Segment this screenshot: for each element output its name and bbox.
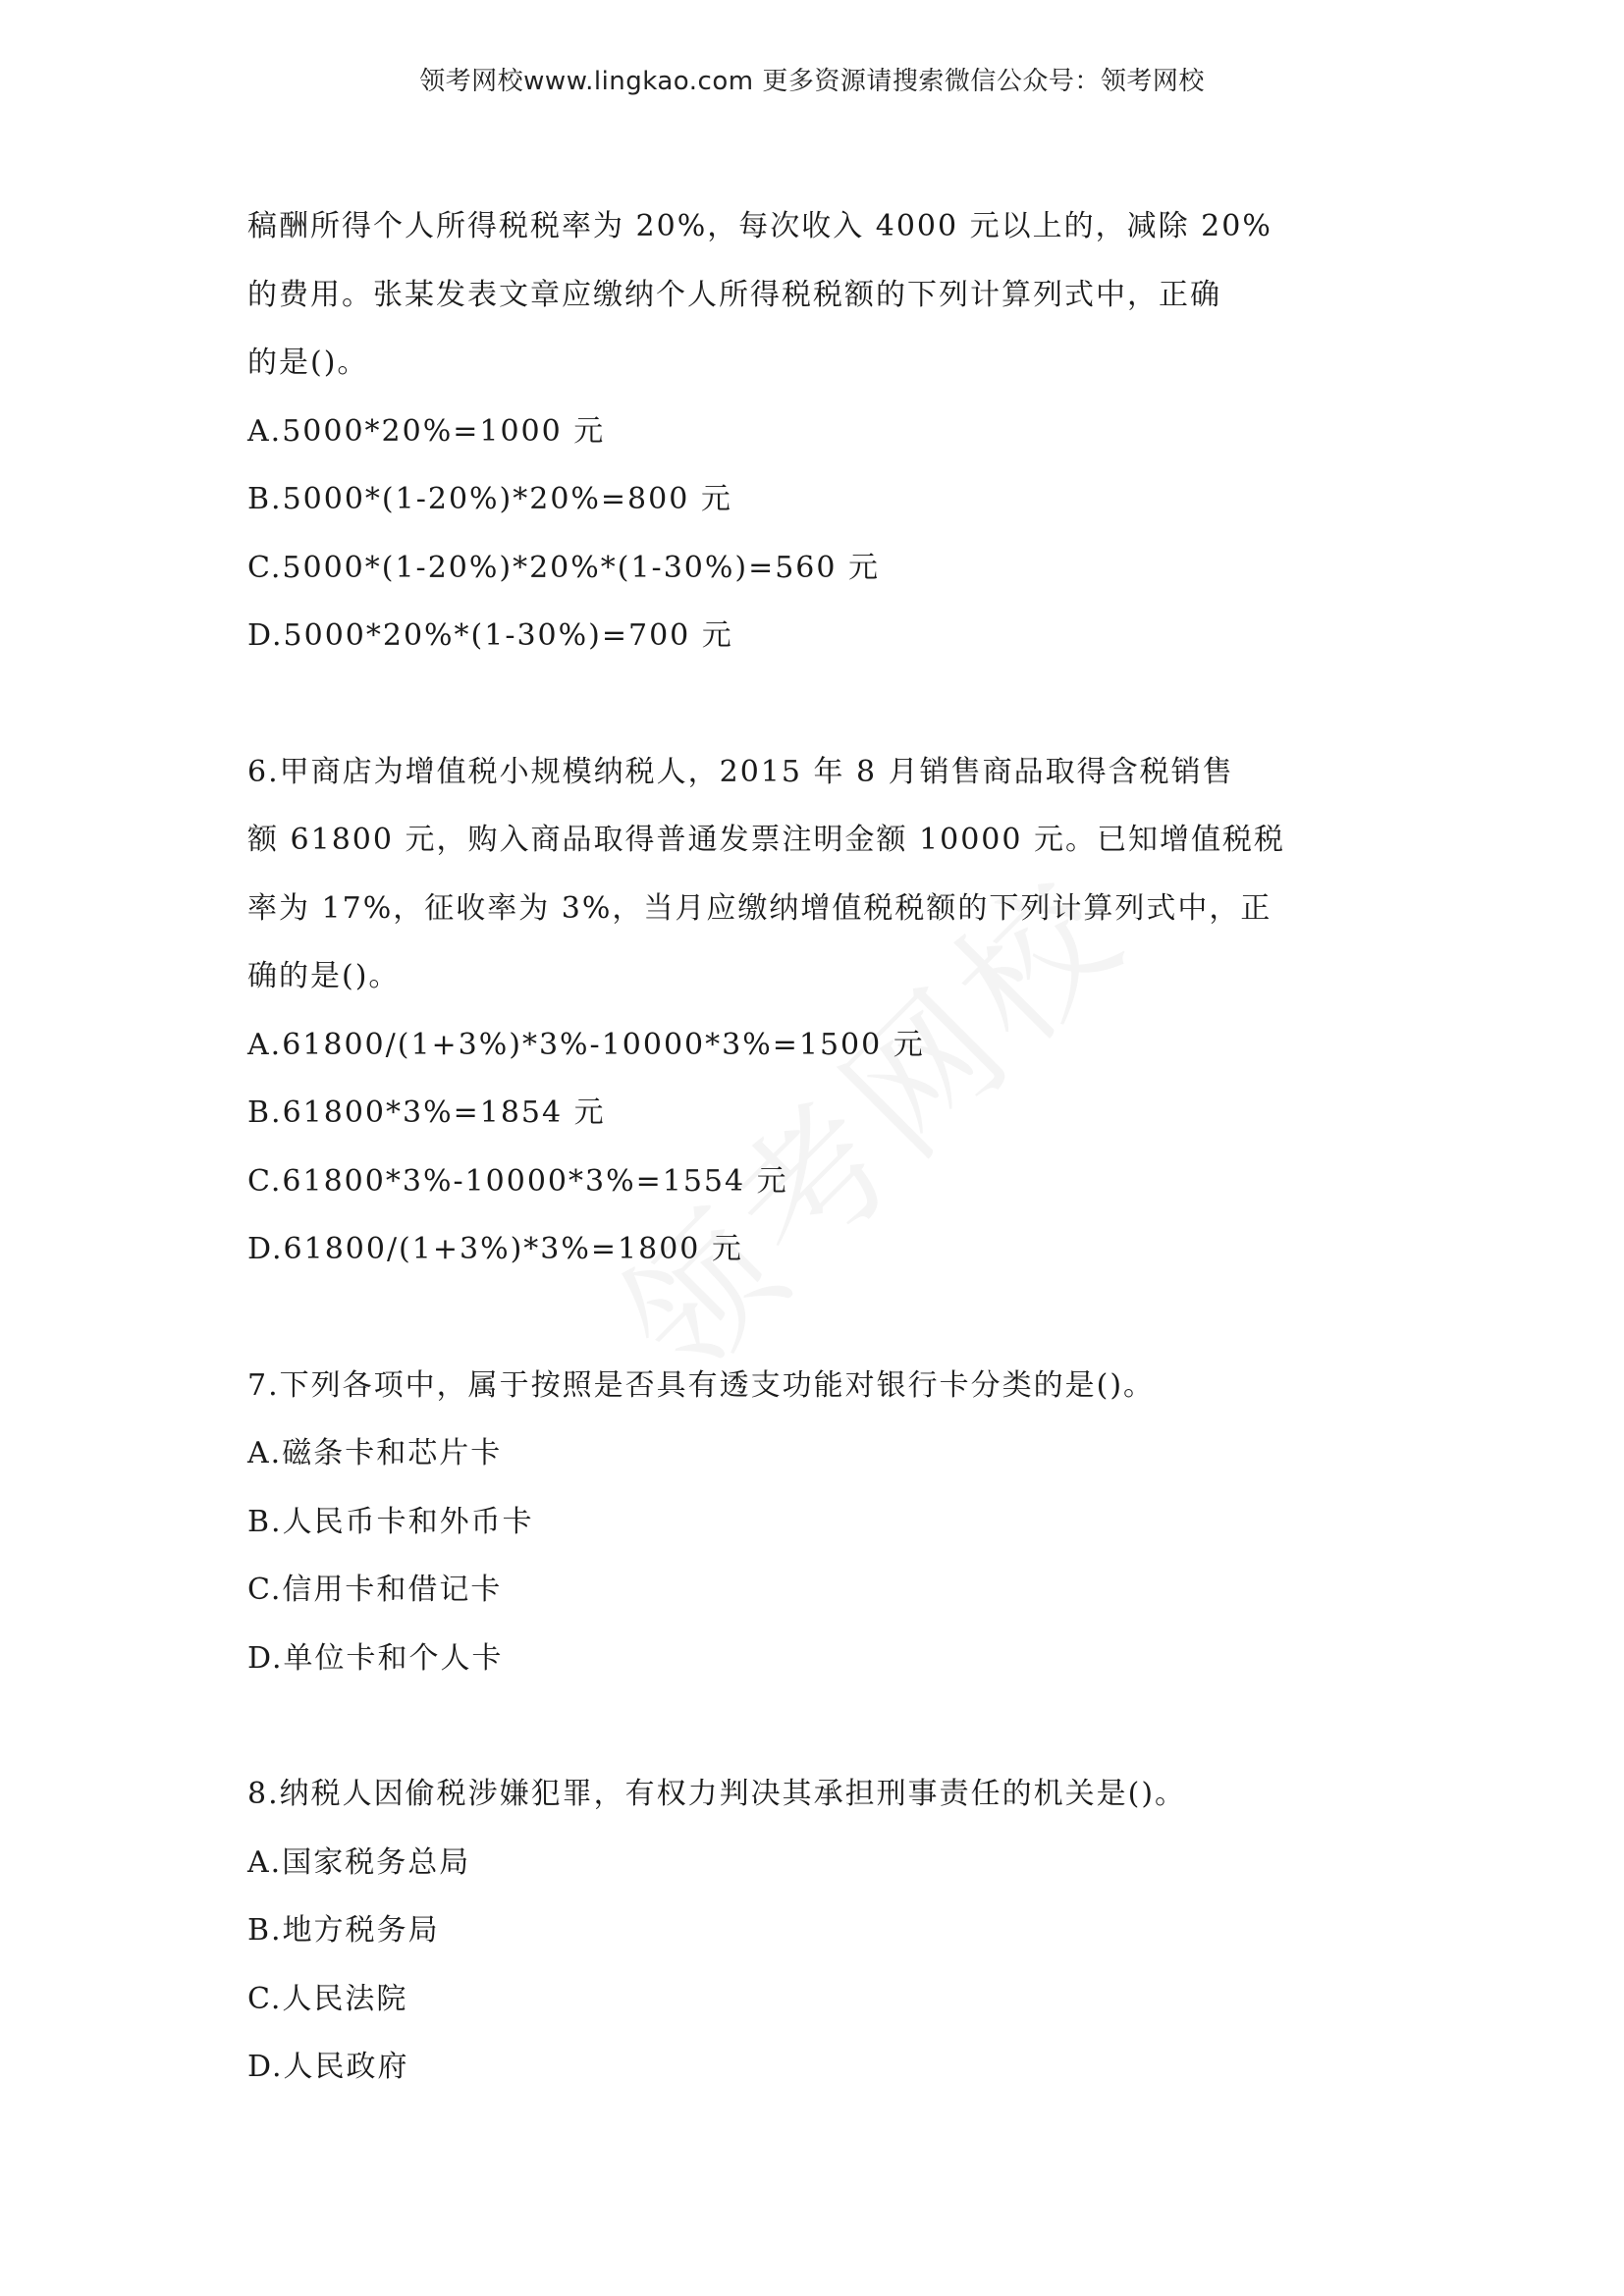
question-7: [247, 1352, 1327, 1693]
question-text-line: 6.甲商店为增值税小规模纳税人，2015 年 8 月销售商品取得含税销售: [247, 754, 1234, 789]
question-text-line: 确的是()。: [247, 959, 401, 993]
option-b: B.地方税务局: [247, 1913, 440, 1948]
question-text-line: 7.下列各项中，属于按照是否具有透支功能对银行卡分类的是()。: [247, 1367, 1156, 1403]
question-text-line: 额 61800 元，购入商品取得普通发票注明金额 10000 元。已知增值税税: [247, 823, 1286, 857]
option-b: B.人民币卡和外币卡: [247, 1504, 534, 1539]
question-text-line: 8.纳税人因偷税涉嫌犯罪，有权力判决其承担刑事责任的机关是()。: [247, 1777, 1187, 1811]
question-text-line: 的费用。张某发表文章应缴纳个人所得税税额的下列计算列式中，正确: [247, 277, 1221, 312]
question-text-line: 率为 17%，征收率为 3%，当月应缴纳增值税税额的下列计算列式中，正: [247, 890, 1272, 926]
option-c: C.信用卡和借记卡: [247, 1573, 503, 1607]
option-d: D.61800/(1+3%)*3%=1800 元: [247, 1232, 743, 1266]
option-a: A.磁条卡和芯片卡: [247, 1436, 503, 1470]
question-text-line: 稿酬所得个人所得税税率为 20%，每次收入 4000 元以上的，减除 20%: [247, 209, 1272, 243]
spacer: [247, 1692, 1327, 1760]
option-c: C.5000*(1-20%)*20%*(1-30%)=560 元: [247, 550, 881, 585]
question-5: [247, 192, 1327, 670]
option-d: D.单位卡和个人卡: [247, 1640, 504, 1676]
spacer: [247, 670, 1327, 738]
option-a: A.5000*20%=1000 元: [247, 413, 606, 449]
option-c: C.61800*3%-10000*3%=1554 元: [247, 1163, 788, 1199]
question-text-line: 的是()。: [247, 346, 369, 380]
option-d: D.人民政府: [247, 2050, 409, 2084]
document-body: [247, 192, 1327, 2102]
spacer: [247, 1284, 1327, 1352]
option-a: A.61800/(1+3%)*3%-10000*3%=1500 元: [247, 1027, 925, 1062]
option-c: C.人民法院: [247, 1981, 408, 2016]
option-b: B.61800*3%=1854 元: [247, 1095, 606, 1130]
option-b: B.5000*(1-20%)*20%=800 元: [247, 482, 732, 516]
question-6: [247, 738, 1327, 1284]
page-header: 领考网校www.lingkao.com 更多资源请搜索微信公众号：领考网校: [419, 67, 1205, 96]
option-d: D.5000*20%*(1-30%)=700 元: [247, 618, 733, 653]
question-8: [247, 1760, 1327, 2102]
option-a: A.国家税务总局: [247, 1844, 471, 1880]
